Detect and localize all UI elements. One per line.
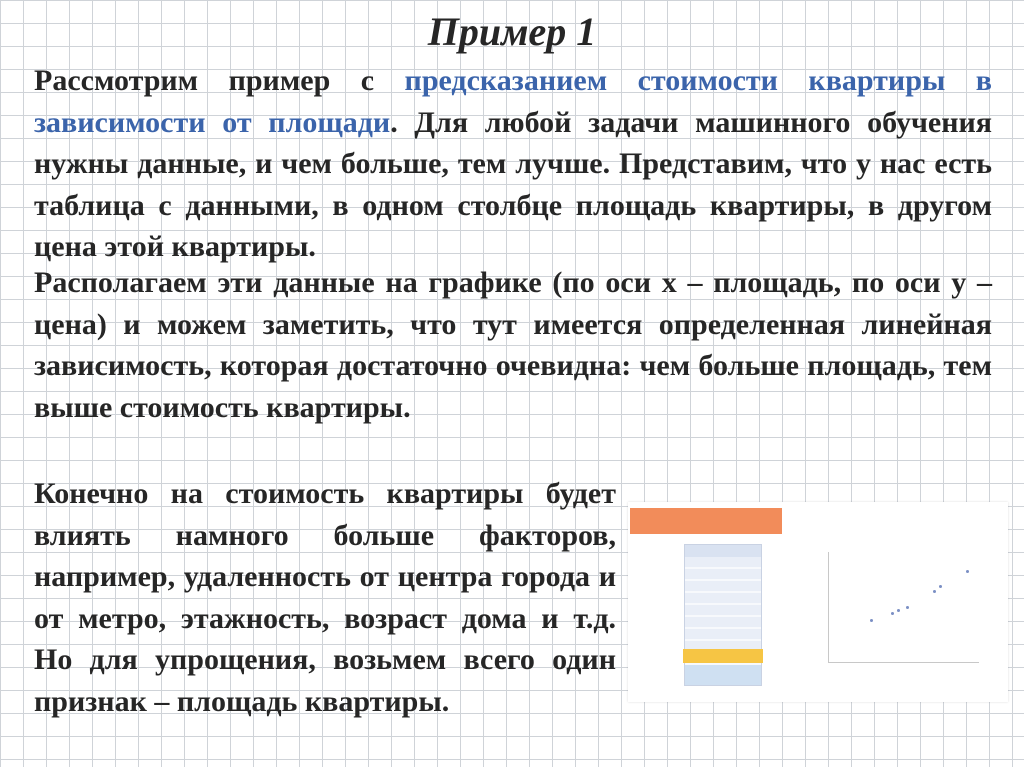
spreadsheet-thumbnail [628,502,1008,702]
intro-rest: . Для любой задачи машинного обучения нужны данные, и чем больше, тем лучше. Представим, что у нас есть таблица с данными, в одном столбце площадь квартиры, в другом цена этой квартиры. [34,105,992,263]
thumbnail-point [933,590,936,593]
paragraph-factors: Конечно на стоимость квартиры будет влиять намного больше факторов, например, удаленность от центра города и от метро, этажность, возраст дома и т.д. Но для упрощения, возьмем всего один признак – площадь квартиры. [34,477,616,718]
thumbnail-table-header [685,545,761,557]
thumbnail-point [966,570,969,573]
thumbnail-point [870,619,873,622]
slide-title: Пример 1 [427,9,597,54]
paragraph-graph: Располагаем эти данные на графике (по оси x – площадь, по оси y – цена) и можем заметить, что тут имеется определенная линейная зависимость, которая достаточно очевидна: чем больше площадь, тем выше стоимость квартиры. [34,266,992,424]
thumbnail-prediction-block [685,665,761,685]
thumbnail-scatter-plot [828,552,979,663]
thumbnail-point [939,585,942,588]
thumbnail-formula-row [683,649,763,663]
thumbnail-header-bar [630,508,782,534]
intro-highlight: предсказанием стоимости квартиры в зависимости от площади [34,64,992,139]
thumbnail-data-table [684,544,762,686]
thumbnail-point [891,612,894,615]
thumbnail-point [906,606,909,609]
thumbnail-point [897,609,900,612]
paragraph-intro [34,60,992,268]
intro-lead: Рассмотрим пример с [34,64,405,97]
